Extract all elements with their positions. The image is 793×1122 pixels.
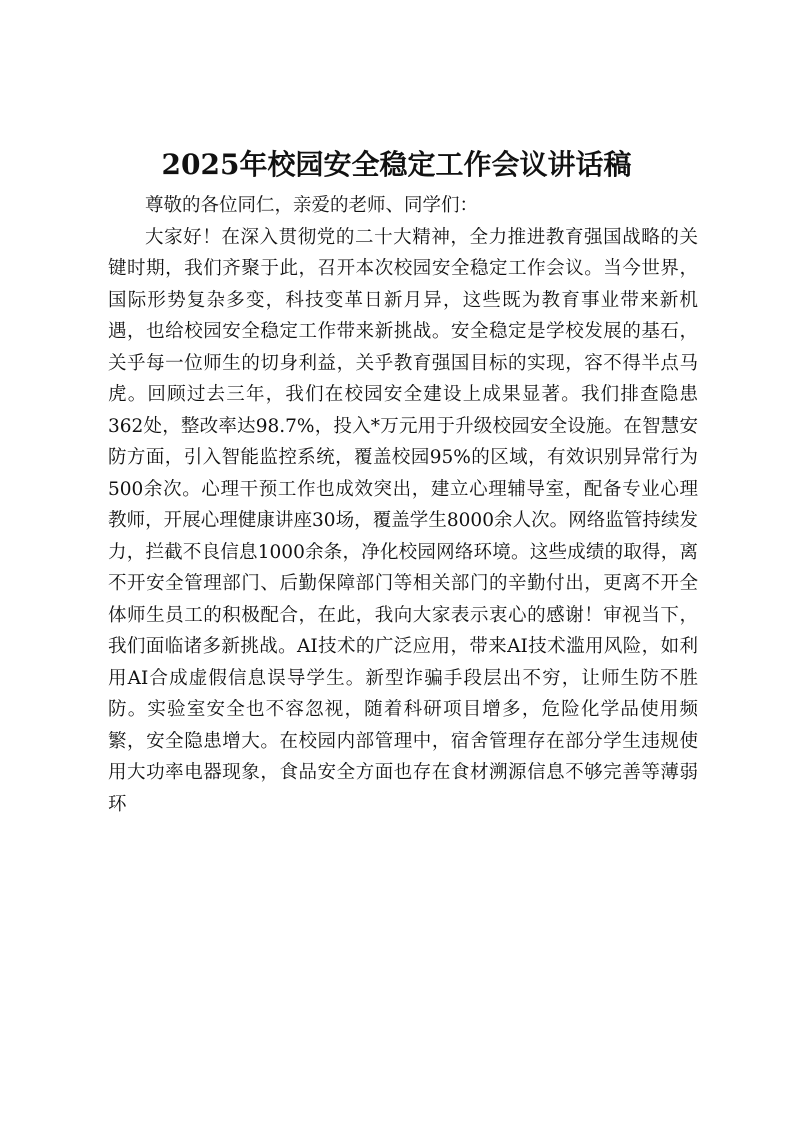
body-paragraph: 大家好！在深入贯彻党的二十大精神，全力推进教育强国战略的关键时期，我们齐聚于此，召开本次校园安全稳定工作会议。当今世界，国际形势复杂多变，科技变革日新月异，这些既为教育事业带来新机遇，也给校园安全稳定工作带来新挑战。安全稳定是学校发展的基石，关乎每一位师生的切身利益，关乎教育强国目标的实现，容不得半点马虎。回顾过去三年，我们在校园安全建设上成果显著。我们排查隐患362处，整改率达98.7%，投入*万元用于升级校园安全设施。在智慧安防方面，引入智能监控系统，覆盖校园95%的区域，有效识别异常行为500余次。心理干预工作也成效突出，建立心理辅导室，配备专业心理教师，开展心理健康讲座30场，覆盖学生8000余人次。网络监管持续发力，拦截不良信息1000余条，净化校园网络环境。这些成绩的取得，离不开安全管理部门、后勤保障部门等相关部门的辛勤付出，更离不开全体师生员工的积极配合，在此，我向大家表示衷心的感谢！审视当下，我们面临诸多新挑战。AI技术的广泛应用，带来AI技术滥用风险，如利用AI合成虚假信息误导学生。新型诈骗手段层出不穷，让师生防不胜防。实验室安全也不容忽视，随着科研项目增多，危险化学品使用频繁，安全隐患增大。在校园内部管理中，宿舍管理存在部分学生违规使用大功率电器现象，食品安全方面也存在食材溯源信息不够完善等薄弱环: [108, 226, 698, 815]
greeting-paragraph: 尊敬的各位同仁，亲爱的老师、同学们：: [145, 195, 479, 216]
document-body: [108, 190, 698, 820]
document-title: 2025年校园安全稳定工作会议讲话稿: [161, 148, 632, 181]
